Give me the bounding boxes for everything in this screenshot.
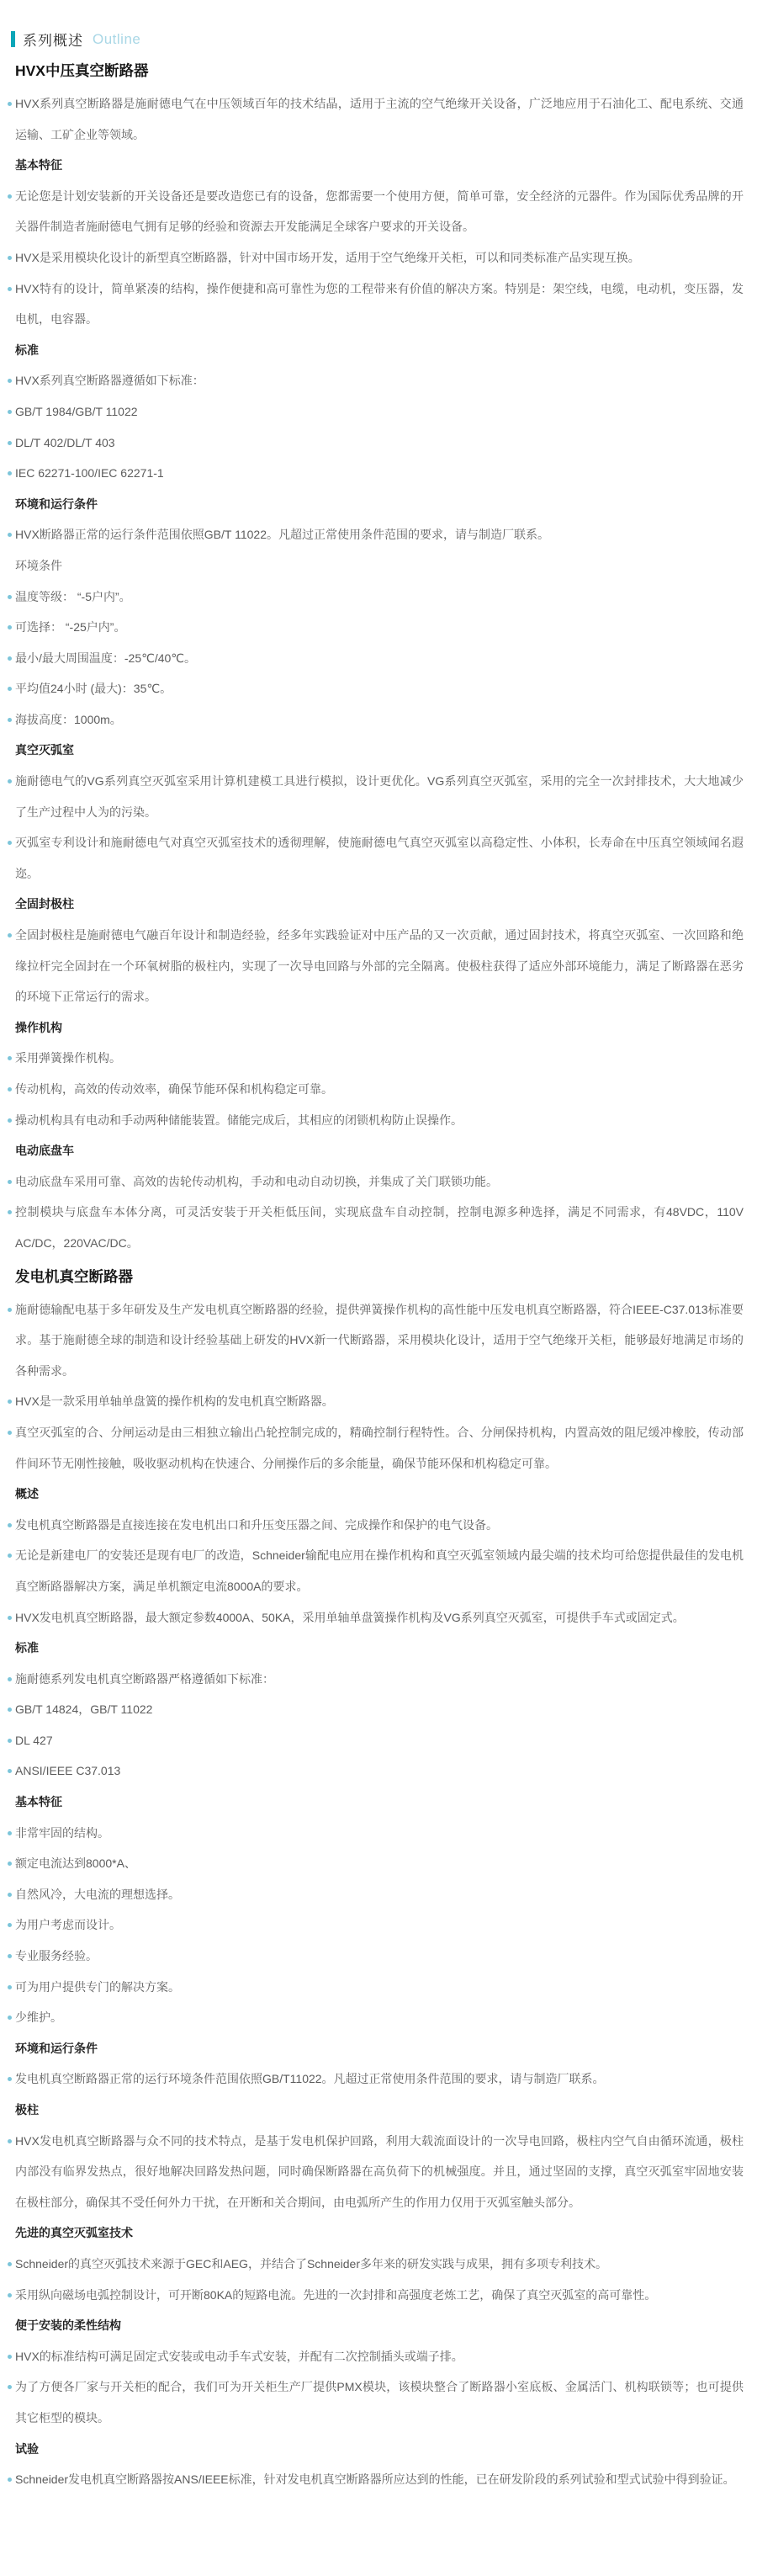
paragraph-text: 可为用户提供专门的解决方案。 xyxy=(15,1979,180,1994)
paragraph-text: 发电机真空断路器正常的运行环境条件范围依照GB/T11022。凡超过正常使用条件范围的要求，请与制造厂联系。 xyxy=(15,2072,605,2086)
paragraph-text: HVX系列真空断路器遵循如下标准： xyxy=(15,374,204,388)
paragraph-text: 施耐德电气的VG系列真空灭弧室采用计算机建模工具进行模拟，设计更优化。VG系列真空灭弧室，采用的完全一次封排技术，大大地减少了生产过程中人为的污染。 xyxy=(15,774,744,819)
bullet-dot-icon xyxy=(8,1400,12,1404)
paragraph-text: 发电机真空断路器是直接连接在发电机出口和升压变压器之间、完成操作和保护的电气设备。 xyxy=(15,1517,498,1532)
paragraph-text: 电动底盘车采用可靠、高效的齿轮传动机构，手动和电动自动切换，并集成了关门联锁功能。 xyxy=(15,1174,498,1188)
paragraph-text: 真空灭弧室的合、分闸运动是由三相独立输出凸轮控制完成的，精确控制行程特性。合、分闸保持机构，内置高效的阻尼缓冲橡胶，传动部件间环节无刚性接触，吸收驱动机构在快速合、分闸操作后的多余能量，确保节能环保和机构稳定可靠。 xyxy=(15,1425,744,1470)
bullet-item xyxy=(15,1694,744,1725)
bullet-dot-icon xyxy=(8,1431,12,1435)
bullet-dot-icon xyxy=(8,1180,12,1184)
bullet-item xyxy=(15,1197,744,1258)
sub-heading: 全固封极柱 xyxy=(15,897,74,911)
bullet-dot-icon xyxy=(8,1862,12,1866)
bullet-item xyxy=(15,1941,744,1972)
bullet-item xyxy=(15,396,744,428)
paragraph-text: 为用户考虑而设计。 xyxy=(15,1918,121,1932)
paragraph-text: HVX是采用模块化设计的新型真空断路器，针对中国市场开发，适用于空气绝缘开关柜，可以和同类标准产品实现互换。 xyxy=(15,250,640,264)
paragraph-text: 施耐德系列发电机真空断路器严格遵循如下标准： xyxy=(15,1671,274,1686)
sub-heading: 概述 xyxy=(15,1487,39,1501)
bullet-dot-icon xyxy=(8,533,12,537)
paragraph-text: 海拔高度：1000m。 xyxy=(15,712,122,726)
bullet-dot-icon xyxy=(8,779,12,783)
bullet-dot-icon xyxy=(8,2478,12,2482)
product-heading: 发电机真空断路器 xyxy=(15,1267,133,1285)
paragraph-text: DL/T 402/DL/T 403 xyxy=(15,435,115,449)
bullet-item xyxy=(15,2249,744,2280)
paragraph-text: 平均值24小时 (最大)：35℃。 xyxy=(15,682,172,696)
bullet-item xyxy=(15,1972,744,2003)
bullet-item xyxy=(15,1166,744,1198)
bullet-item xyxy=(15,1848,744,1879)
bullet-item xyxy=(15,2464,744,2495)
bullet-item xyxy=(15,1818,744,1849)
paragraph-text: Schneider发电机真空断路器按ANS/IEEE标准，针对发电机真空断路器所应达到的性能，已在研发阶段的系列试验和型式试验中得到验证。 xyxy=(15,2472,735,2487)
sub-heading: 真空灭弧室 xyxy=(15,743,74,757)
paragraph-text: 采用纵向磁场电弧控制设计，可开断80KA的短路电流。先进的一次封排和高强度老炼工艺，确保了真空灭弧室的高可靠性。 xyxy=(15,2287,657,2302)
bullet-item xyxy=(15,612,744,643)
bullet-item xyxy=(15,673,744,704)
bullet-dot-icon xyxy=(8,102,12,106)
paragraph-text: Schneider的真空灭弧技术来源于GEC和AEG，并结合了Schneider多年来的研发实践与成果，拥有多项专利技术。 xyxy=(15,2256,607,2271)
bullet-item xyxy=(15,643,744,674)
paragraph-text: 自然风冷，大电流的理想选择。 xyxy=(15,1887,180,1901)
paragraph-text: 控制模块与底盘车本体分离，可灵活安装于开关柜低压间，实现底盘车自动控制，控制电源多种选择，满足不同需求，有48VDC，110V AC/DC，220VAC/DC。 xyxy=(15,1205,744,1250)
paragraph-text: 全固封极柱是施耐德电气融百年设计和制造经验，经多年实践验证对中压产品的又一次贡献，通过固封技术，将真空灭弧室、一次回路和绝缘拉杆完全固封在一个环氧树脂的极柱内，实现了一次导电回路与外部的完全隔离。使极柱获得了适应外部环境能力，满足了断路器在恶劣的环境下正常运行的需求。 xyxy=(15,928,744,1004)
bullet-item xyxy=(15,1879,744,1910)
bullet-item xyxy=(15,1664,744,1695)
bullet-dot-icon xyxy=(8,287,12,291)
bullet-dot-icon xyxy=(8,1118,12,1123)
bullet-item xyxy=(15,1386,744,1417)
paragraph-text: HVX断路器正常的运行条件范围依照GB/T 11022。凡超过正常使用条件范围的要求，请与制造厂联系。 xyxy=(15,528,549,542)
product-heading: HVX中压真空断路器 xyxy=(15,62,149,79)
paragraph-text: 温度等级： “-5户内”。 xyxy=(15,589,131,603)
sub-heading: 基本特征 xyxy=(15,158,62,173)
paragraph-text: 传动机构，高效的传动效率，确保节能环保和机构稳定可靠。 xyxy=(15,1082,333,1096)
paragraph-text: HVX是一款采用单轴单盘簧的操作机构的发电机真空断路器。 xyxy=(15,1394,334,1409)
bullet-item xyxy=(15,88,744,150)
bullet-item xyxy=(15,1540,744,1601)
sub-heading: 标准 xyxy=(15,1641,39,1655)
bullet-item xyxy=(15,2280,744,2311)
bullet-item xyxy=(15,1105,744,1136)
bullet-item xyxy=(15,1074,744,1105)
bullet-dot-icon xyxy=(8,2355,12,2359)
sub-heading: 极柱 xyxy=(15,2103,39,2117)
paragraph-text: 为了方便各厂家与开关柜的配合，我们可为开关柜生产厂提供PMX模块，该模块整合了断路器小室底板、金属活门、机构联锁等；也可提供其它柜型的模块。 xyxy=(15,2380,744,2425)
sub-heading: 先进的真空灭弧室技术 xyxy=(15,2226,133,2240)
sub-heading: 操作机构 xyxy=(15,1020,62,1034)
bullet-item xyxy=(15,827,744,889)
bullet-dot-icon xyxy=(8,718,12,722)
paragraph-text: 少维护。 xyxy=(15,2010,62,2025)
bullet-item xyxy=(15,1417,744,1479)
section-header xyxy=(0,0,757,51)
bullet-item xyxy=(15,1755,744,1787)
bullet-dot-icon xyxy=(8,410,12,414)
bullet-dot-icon xyxy=(8,2262,12,2266)
paragraph-text: HVX特有的设计，简单紧凑的结构，操作便捷和高可靠性为您的工程带来有价值的解决方案。特别是：架空线，电缆，电动机，变压器，发电机，电容器。 xyxy=(15,281,744,327)
bullet-dot-icon xyxy=(8,841,12,845)
bullet-dot-icon xyxy=(8,2016,12,2020)
bullet-item xyxy=(15,582,744,613)
bullet-item xyxy=(15,2341,744,2372)
bullet-dot-icon xyxy=(8,1893,12,1897)
bullet-item xyxy=(15,1294,744,1387)
bullet-dot-icon xyxy=(8,656,12,661)
bullet-dot-icon xyxy=(8,1985,12,1989)
bullet-dot-icon xyxy=(8,1708,12,1712)
paragraph-text: GB/T 14824，GB/T 11022 xyxy=(15,1702,153,1717)
bullet-dot-icon xyxy=(8,1769,12,1773)
accent-bar-icon xyxy=(11,31,15,47)
bullet-dot-icon xyxy=(8,2139,12,2143)
bullet-dot-icon xyxy=(8,1087,12,1091)
bullet-item xyxy=(15,1602,744,1633)
bullet-item xyxy=(15,1510,744,1541)
section-title: 系列概述 xyxy=(23,33,83,49)
bullet-dot-icon xyxy=(8,379,12,383)
bullet-item xyxy=(15,181,744,242)
bullet-dot-icon xyxy=(8,1954,12,1958)
sub-heading: 电动底盘车 xyxy=(15,1144,74,1158)
bullet-item xyxy=(15,365,744,396)
bullet-dot-icon xyxy=(8,2293,12,2297)
sub-heading: 标准 xyxy=(15,343,39,357)
bullet-dot-icon xyxy=(8,2385,12,2389)
paragraph-text: 可选择： “-25户内”。 xyxy=(15,620,126,635)
paragraph-text: 采用弹簧操作机构。 xyxy=(15,1051,121,1065)
bullet-dot-icon xyxy=(8,625,12,629)
bullet-dot-icon xyxy=(8,1554,12,1558)
bullet-dot-icon xyxy=(8,1308,12,1312)
bullet-item xyxy=(15,274,744,335)
paragraph-text: HVX发电机真空断路器与众不同的技术特点，是基于发电机保护回路，利用大载流面设计的一次导电回路，极柱内空气自由循环流通，极柱内部没有临界发热点，很好地解决回路发热问题，同时确保断路器在高负荷下的机械强度。并且，通过坚固的支撑，真空灭弧室牢固地安装在极柱部分，确保其不受任何外力干扰，在开断和关合期间，由电弧所产生的作用力仅用于灭弧室触头部分。 xyxy=(15,2133,744,2209)
paragraph-text: DL 427 xyxy=(15,1733,53,1747)
plain-item: 环境条件 xyxy=(15,558,62,572)
bullet-item xyxy=(15,519,744,550)
paragraph-text: 最小/最大周围温度：-25℃/40℃。 xyxy=(15,651,197,665)
section-subtitle: Outline xyxy=(93,30,141,47)
paragraph-text: 无论是新建电厂的安装还是现有电厂的改造，Schneider输配电应用在操作机构和真空灭弧室领域内最尖端的技术均可给您提供最佳的发电机真空断路器解决方案，满足单机额定电流8000A的要求。 xyxy=(15,1548,744,1593)
bullet-dot-icon xyxy=(8,1210,12,1214)
sub-heading: 环境和运行条件 xyxy=(15,2041,98,2055)
bullet-dot-icon xyxy=(8,256,12,260)
bullet-dot-icon xyxy=(8,441,12,445)
bullet-item xyxy=(15,1043,744,1074)
paragraph-text: 专业服务经验。 xyxy=(15,1949,98,1963)
paragraph-text: HVX系列真空断路器是施耐德电气在中压领域百年的技术结晶，适用于主流的空气绝缘开关设备，广泛地应用于石油化工、配电系统、交通运输、工矿企业等领域。 xyxy=(15,97,744,141)
paragraph-text: 非常牢固的结构。 xyxy=(15,1825,109,1840)
bullet-dot-icon xyxy=(8,1056,12,1060)
bullet-item xyxy=(15,428,744,459)
bullet-dot-icon xyxy=(8,1831,12,1835)
paragraph-text: 操动机构具有电动和手动两种储能装置。储能完成后，其相应的闭锁机构防止误操作。 xyxy=(15,1113,463,1127)
paragraph-text: HVX发电机真空断路器，最大额定参数4000A、50KA，采用单轴单盘簧操作机构及VG系列真空灭弧室，可提供手车式或固定式。 xyxy=(15,1610,685,1624)
paragraph-text: ANSI/IEEE C37.013 xyxy=(15,1764,121,1778)
paragraph-text: 无论您是计划安装新的开关设备还是要改造您已有的设备，您都需要一个使用方便，简单可靠，安全经济的元器件。作为国际优秀品牌的开关器件制造者施耐德电气拥有足够的经验和资源去开发能满足全球客户要求的开关设备。 xyxy=(15,189,744,234)
sub-heading: 便于安装的柔性结构 xyxy=(15,2318,121,2333)
bullet-item xyxy=(15,920,744,1012)
bullet-item xyxy=(15,458,744,489)
bullet-item xyxy=(15,2126,744,2218)
bullet-dot-icon xyxy=(8,194,12,199)
bullet-dot-icon xyxy=(8,1616,12,1620)
bullet-dot-icon xyxy=(8,471,12,475)
sub-heading: 试验 xyxy=(15,2441,39,2456)
bullet-dot-icon xyxy=(8,1523,12,1527)
bullet-item xyxy=(15,2063,744,2095)
sub-heading: 基本特征 xyxy=(15,1795,62,1809)
bullet-item xyxy=(15,766,744,827)
bullet-item xyxy=(15,2372,744,2433)
paragraph-text: HVX的标准结构可满足固定式安装或电动手车式安装，并配有二次控制插头或端子排。 xyxy=(15,2349,463,2363)
bullet-item xyxy=(15,2002,744,2033)
paragraph-text: 额定电流达到8000*A、 xyxy=(15,1856,136,1871)
content xyxy=(0,51,757,2520)
paragraph-text: IEC 62271-100/IEC 62271-1 xyxy=(15,466,164,481)
paragraph-text: 施耐德输配电基于多年研发及生产发电机真空断路器的经验，提供弹簧操作机构的高性能中压发电机真空断路器，符合IEEE-C37.013标准要求。基于施耐德全球的制造和设计经验基础上研发的HVX新一代断路器，采用模块化设计，适用于空气绝缘开关柜，能够最好地满足市场的各种需求。 xyxy=(15,1302,744,1378)
bullet-dot-icon xyxy=(8,1923,12,1927)
bullet-dot-icon xyxy=(8,1739,12,1743)
paragraph-text: 灭弧室专利设计和施耐德电气对真空灭弧室技术的透彻理解，使施耐德电气真空灭弧室以高稳定性、小体积，长寿命在中压真空领域闻名遐迩。 xyxy=(15,836,744,880)
bullet-item xyxy=(15,242,744,274)
bullet-dot-icon xyxy=(8,933,12,937)
bullet-dot-icon xyxy=(8,687,12,691)
bullet-dot-icon xyxy=(8,1677,12,1681)
bullet-dot-icon xyxy=(8,2077,12,2081)
bullet-item xyxy=(15,704,744,736)
bullet-item xyxy=(15,1725,744,1756)
sub-heading: 环境和运行条件 xyxy=(15,497,98,511)
bullet-dot-icon xyxy=(8,595,12,599)
bullet-item xyxy=(15,1909,744,1941)
paragraph-text: GB/T 1984/GB/T 11022 xyxy=(15,404,138,418)
